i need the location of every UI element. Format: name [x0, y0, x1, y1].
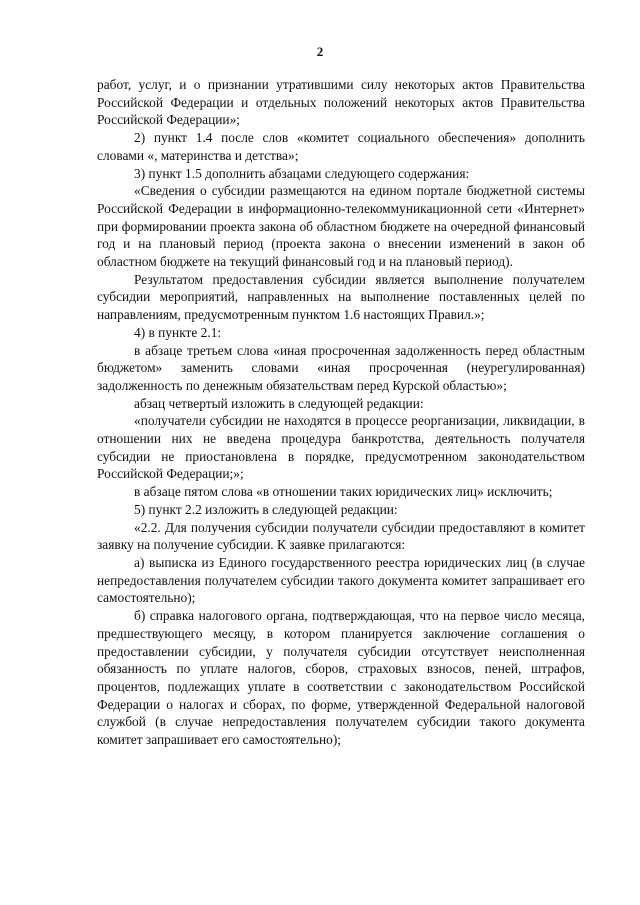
paragraph: «Сведения о субсидии размещаются на едином портале бюджетной системы Российской Федерации в информационно-телекоммуникационной сети «Интернет» при формировании проекта закона об областном бюджете на очередной финансовый год и на плановый период (проекта закона о внесении изменений в закон об областном бюджете на текущий финансовый год и на плановый период).	[97, 183, 585, 270]
document-body	[97, 76, 585, 749]
paragraph: «2.2. Для получения субсидии получатели субсидии предоставляют в комитет заявку на получение субсидии. К заявке прилагаются:	[97, 519, 585, 553]
paragraph: а) выписка из Единого государственного реестра юридических лиц (в случае непредоставления получателем субсидии такого документа комитет запрашивает его самостоятельно);	[97, 554, 585, 606]
paragraph: б) справка налогового органа, подтверждающая, что на первое число месяца, предшествующего месяцу, в котором планируется заключение соглашения о предоставлении субсидии, у получателя субсидии отсутствует неисполненная обязанность по уплате налогов, сборов, страховых взносов, пеней, штрафов, процентов, подлежащих уплате в соответствии с законодательством Российской Федерации о налогах и сборах, по форме, утвержденной Федеральной налоговой службой (в случае непредоставления получателем субсидии такого документа комитет запрашивает его самостоятельно);	[97, 608, 585, 748]
paragraph: в абзаце третьем слова «иная просроченная задолженность перед областным бюджетом» заменить словами «иная просроченная (неурегулированная) задолженность по денежным обязательствам перед Курской областью»;	[97, 342, 585, 393]
paragraph: 2) пункт 1.4 после слов «комитет социального обеспечения» дополнить словами «, материнства и детства»;	[97, 130, 585, 163]
paragraph: 3) пункт 1.5 дополнить абзацами следующего содержания:	[134, 165, 470, 181]
paragraph: работ, услуг, и о признании утратившими силу некоторых актов Правительства Российской Федерации и отдельных положений некоторых актов Правительства Российской Федерации»;	[97, 77, 585, 128]
paragraph: Результатом предоставления субсидии является выполнение получателем субсидии мероприятий, направленных на выполнение поставленных целей по направлениям, предусмотренным пунктом 1.6 настоящих Правил.»;	[97, 271, 585, 323]
paragraph: «получатели субсидии не находятся в процессе реорганизации, ликвидации, в отношении них не введена процедура банкротства, деятельность получателя субсидии не приостановлена в порядке, предусмотренном законодательством Российской Федерации;»;	[97, 413, 585, 482]
paragraph: 5) пункт 2.2 изложить в следующей редакции:	[134, 501, 398, 517]
paragraph: абзац четвертый изложить в следующей редакции:	[134, 395, 424, 411]
paragraph: в абзаце пятом слова «в отношении таких юридических лиц» исключить;	[134, 484, 553, 500]
paragraph: 4) в пункте 2.1:	[134, 324, 222, 340]
page-number: 2	[316, 44, 324, 59]
